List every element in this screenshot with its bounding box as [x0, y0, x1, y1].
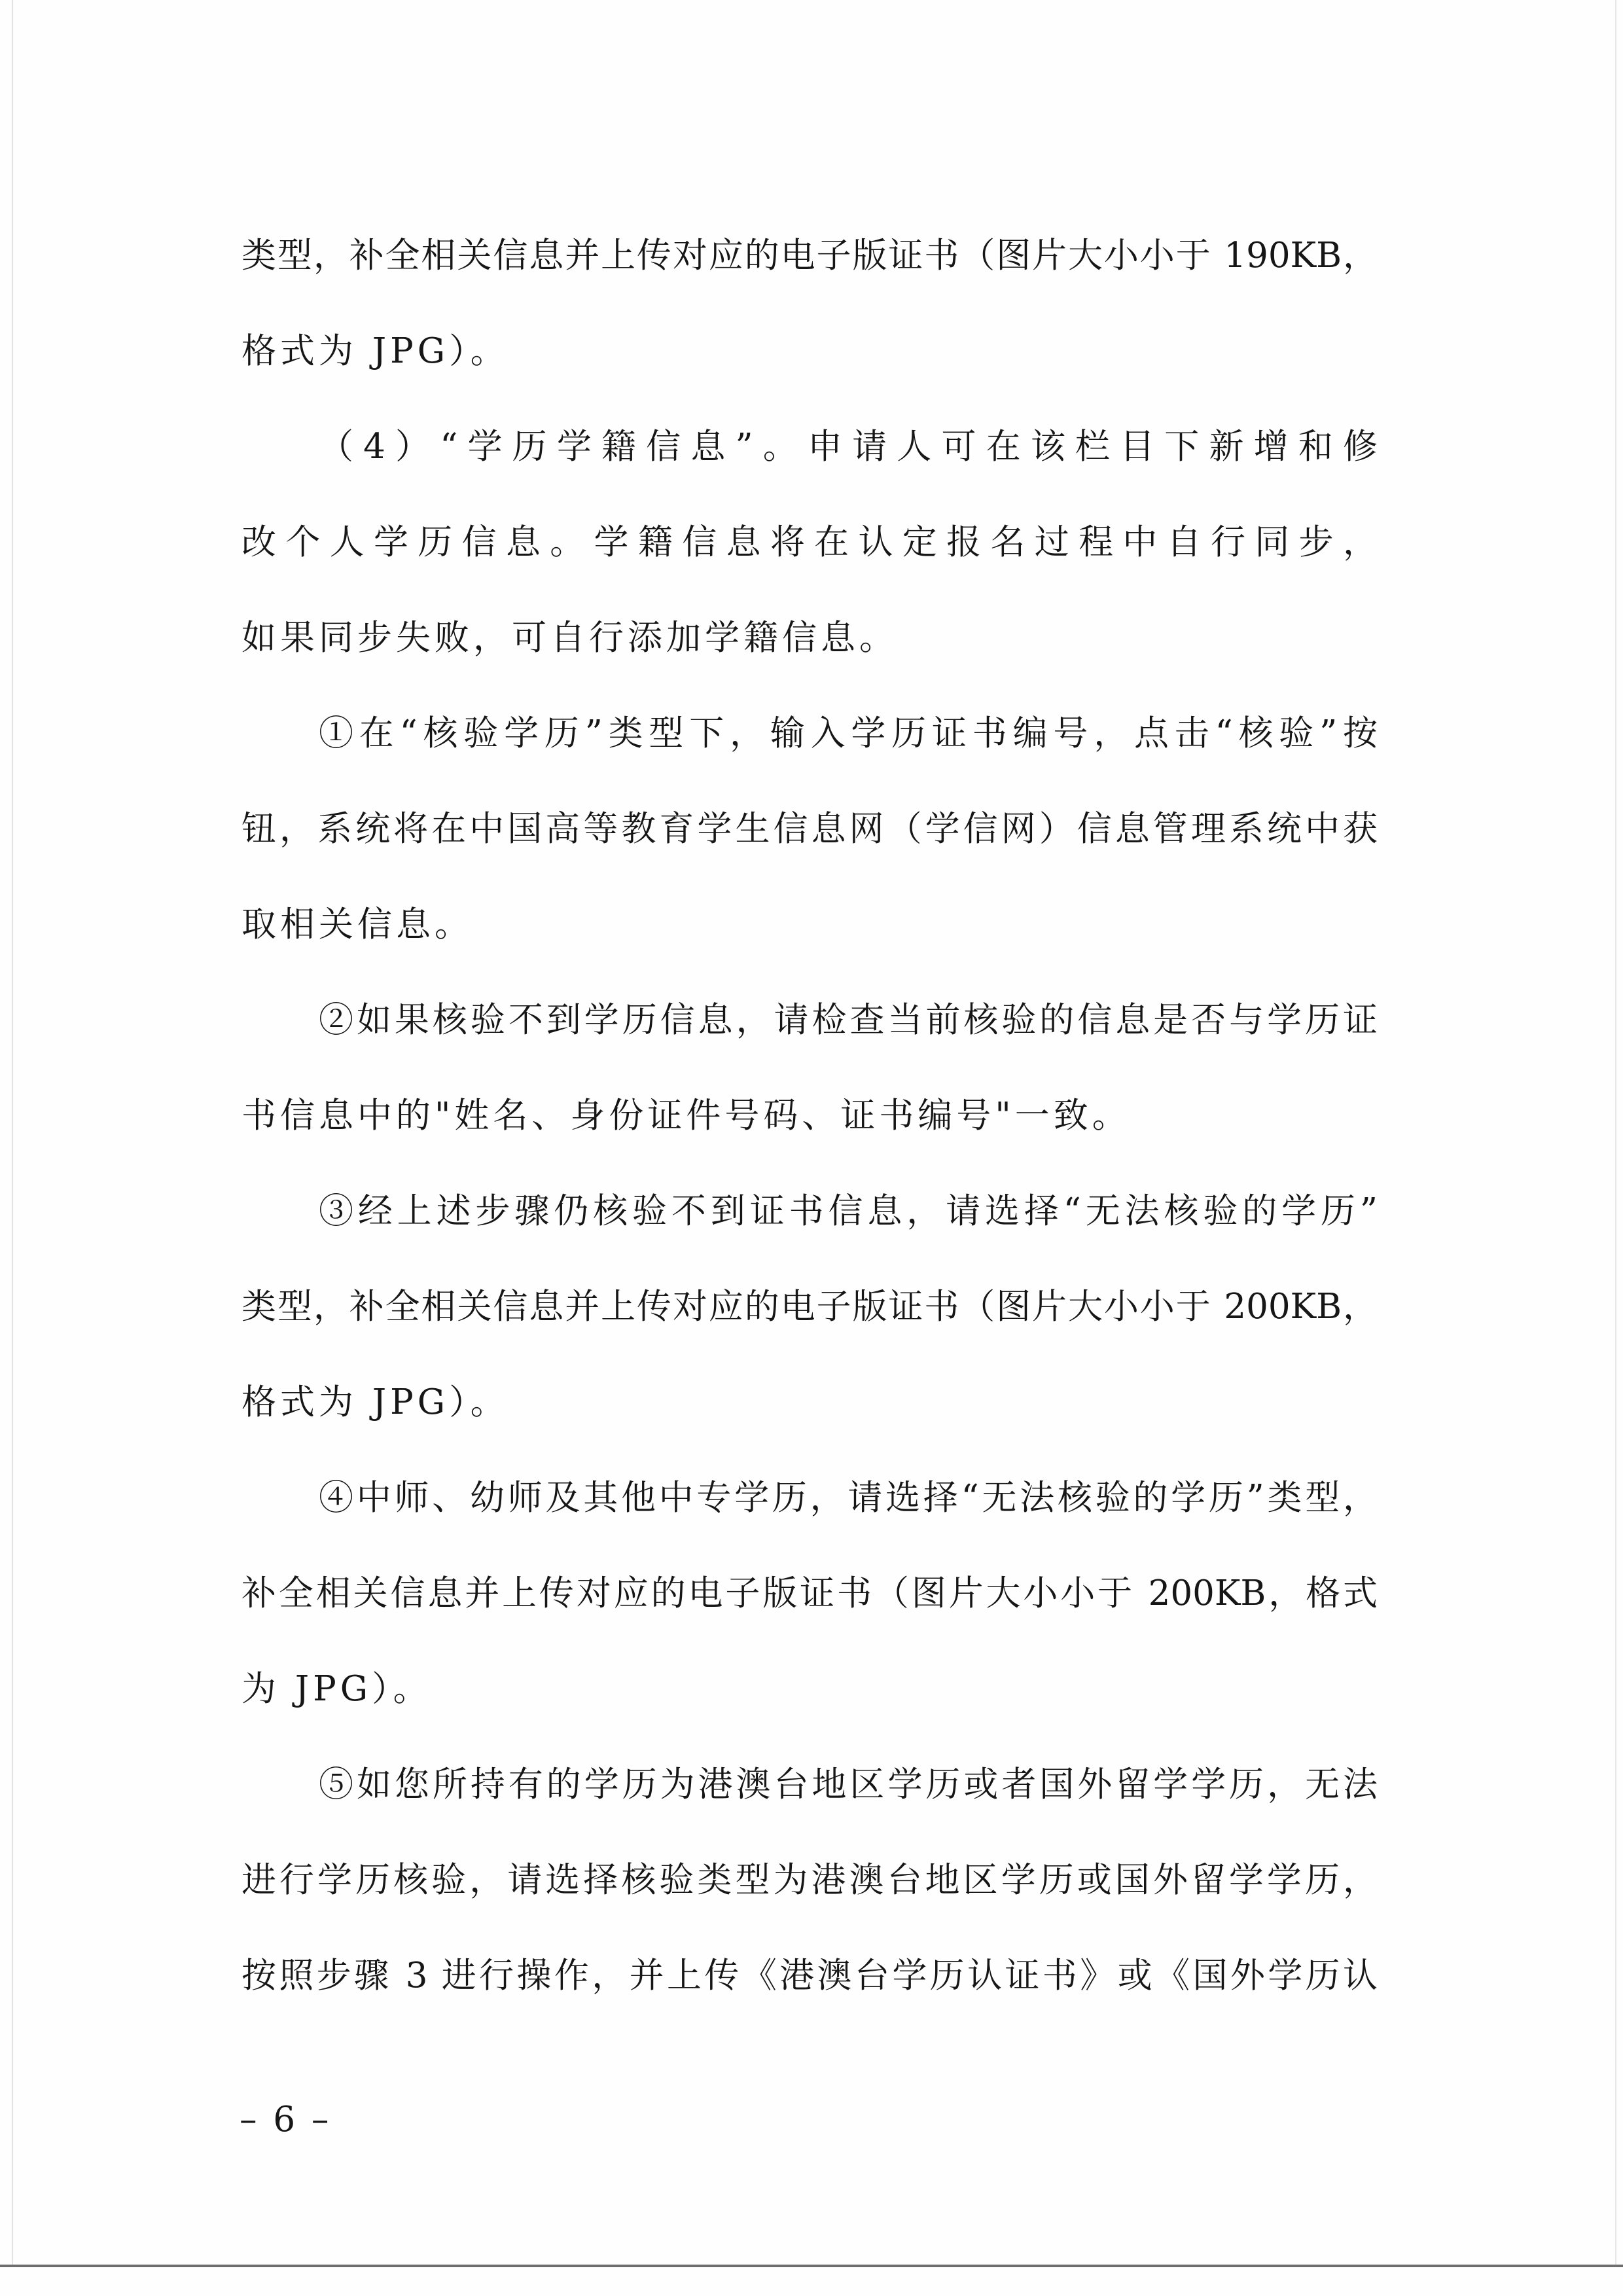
- text-line: 类型，补全相关信息并上传对应的电子版证书（图片大小小于 200KB，: [241, 1287, 1378, 1327]
- text-line: 补全相关信息并上传对应的电子版证书（图片大小小于 200KB，格式: [241, 1573, 1378, 1613]
- text-line: 如果同步失败，可自行添加学籍信息。: [241, 618, 898, 658]
- text-line: （4）“学历学籍信息”。申请人可在该栏目下新增和修: [319, 427, 1378, 467]
- paragraph-continuation: [241, 208, 1378, 399]
- text-line: 取相关信息。: [241, 905, 473, 944]
- text-line: ⑤如您所持有的学历为港澳台地区学历或者国外留学学历，无法: [319, 1765, 1378, 1804]
- text-line: 类型，补全相关信息并上传对应的电子版证书（图片大小小于 190KB，: [241, 236, 1378, 276]
- paragraph-step-2: [241, 973, 1378, 1164]
- text-line: 按照步骤 3 进行操作，并上传《港澳台学历认证书》或《国外学历认: [241, 1956, 1378, 1996]
- text-line: 钮，系统将在中国高等教育学生信息网（学信网）信息管理系统中获: [241, 809, 1378, 849]
- text-line: ①在“核验学历”类型下，输入学历证书编号，点击“核验”按: [319, 713, 1378, 753]
- page-number: – 6 –: [240, 2100, 332, 2140]
- text-line: 改个人学历信息。学籍信息将在认定报名过程中自行同步，: [241, 522, 1378, 562]
- scan-edge-left: [12, 0, 13, 2265]
- paragraph-step-4: [241, 1450, 1378, 1737]
- paragraph-step-3: [241, 1164, 1378, 1450]
- text-line: 为 JPG）。: [241, 1669, 432, 1709]
- document-body: [241, 208, 1378, 2024]
- text-line: ④中师、幼师及其他中专学历，请选择“无法核验的学历”类型，: [319, 1478, 1378, 1518]
- text-line: 格式为 JPG）。: [241, 331, 509, 371]
- text-line: 格式为 JPG）。: [241, 1382, 509, 1422]
- text-line: 书信息中的"姓名、身份证件号码、证书编号"一致。: [241, 1096, 1131, 1136]
- text-line: ③经上述步骤仍核验不到证书信息，请选择“无法核验的学历”: [319, 1191, 1378, 1231]
- paragraph-step-1: [241, 686, 1378, 973]
- paragraph-education-info: [241, 399, 1378, 686]
- text-line: 进行学历核验，请选择核验类型为港澳台地区学历或国外留学学历，: [241, 1860, 1378, 1900]
- scan-edge-bottom: [0, 2265, 1623, 2267]
- paragraph-step-5: [241, 1737, 1378, 2024]
- scan-edge-right: [1615, 0, 1616, 2265]
- text-line: ②如果核验不到学历信息，请检查当前核验的信息是否与学历证: [319, 1000, 1378, 1040]
